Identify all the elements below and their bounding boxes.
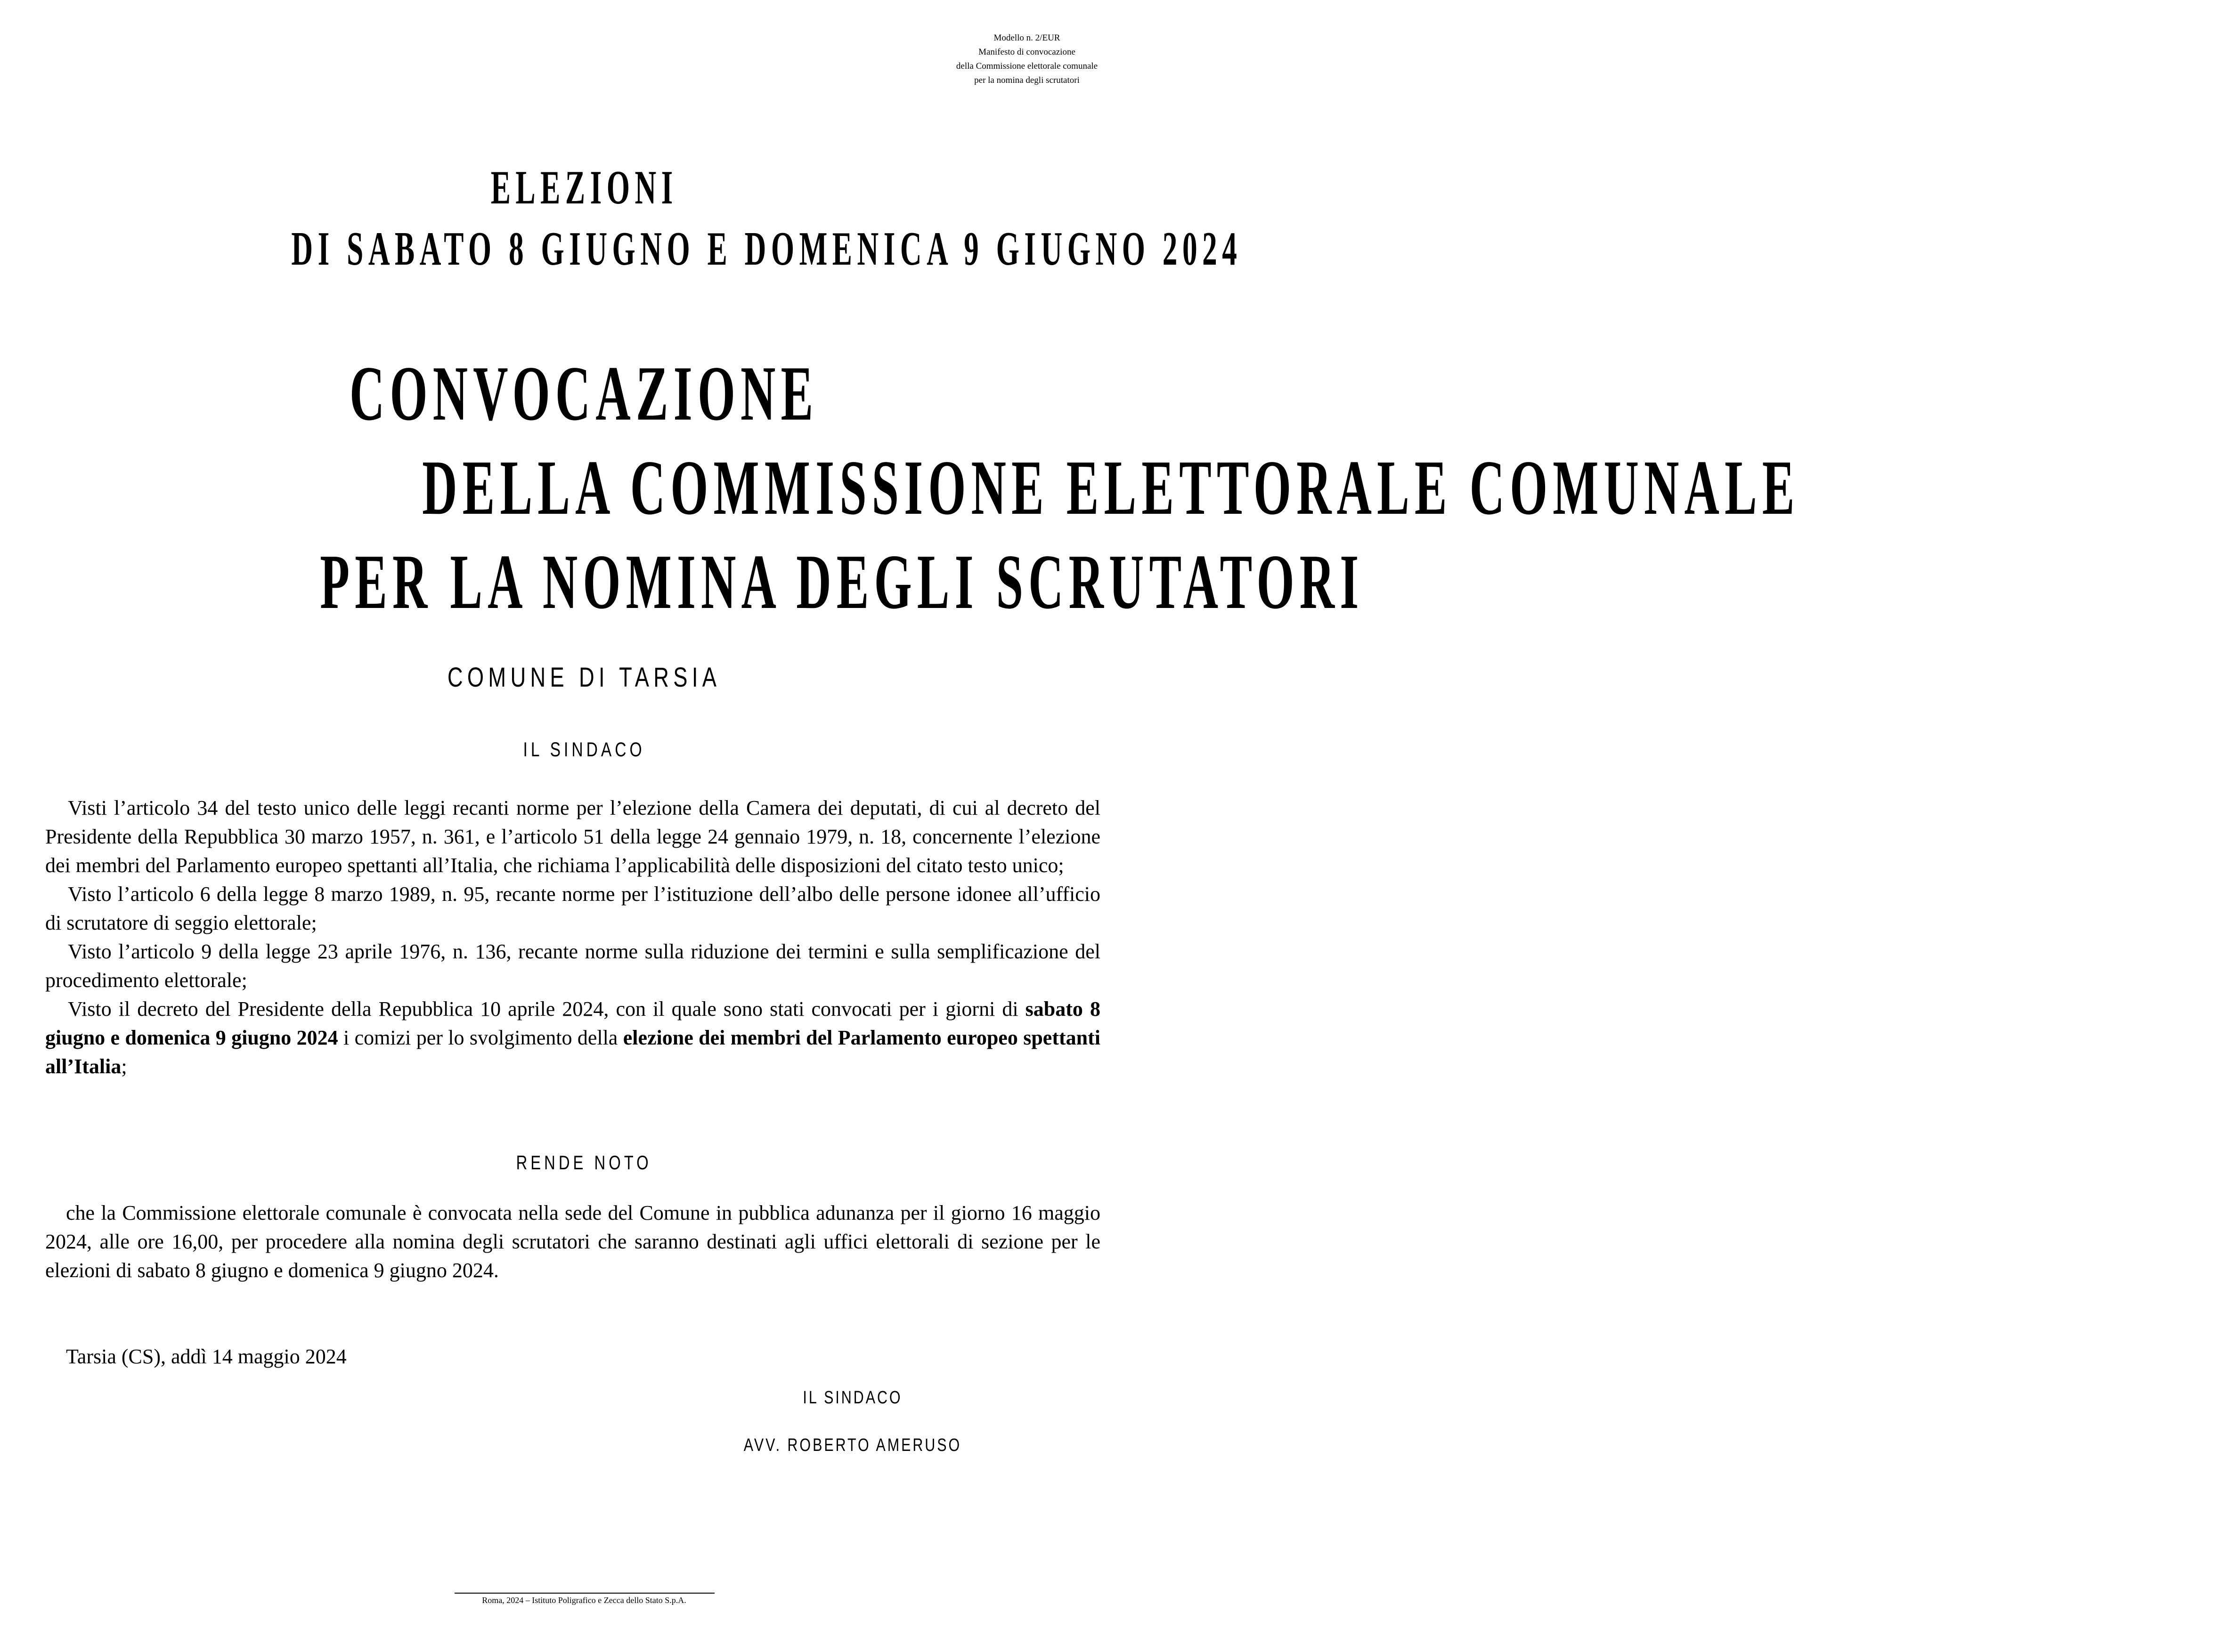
convocation-title: CONVOCAZIONE: [350, 350, 819, 437]
model-number: Modello n. 2/EUR: [993, 33, 1060, 43]
premise-4-election-dates: sabato 8 giugno e domenica 9 giugno 2024: [45, 997, 1100, 1049]
convocation-title-line-2: [0, 443, 1800, 533]
notice-heading-text: RENDE NOTO: [516, 1151, 652, 1174]
signature-name-text: AVV. ROBERTO AMERUSO: [743, 1435, 962, 1455]
premise-paragraph-4: [45, 995, 1100, 1081]
premise-paragraph-3: Visto l’articolo 9 della legge 23 aprile 1976, n. 136, recante norme sulla riduzione dei termini e sulla semplificazione del procedimento elettorale;: [45, 940, 1100, 992]
convocation-purpose: PER LA NOMINA DEGLI SCRUTATORI: [320, 538, 1364, 625]
signature-role-text: IL SINDACO: [803, 1388, 903, 1408]
premises-section: [45, 794, 1100, 1081]
election-dates-line: [0, 221, 1242, 276]
election-dates: DI SABATO 8 GIUGNO E DOMENICA 9 GIUGNO 2024: [291, 222, 1242, 275]
signature-role: [707, 1388, 999, 1408]
notice-paragraph: che la Commissione elettorale comunale è convocata nella sede del Comune in pubblica adunanza per il giorno 16 maggio 2024, alle ore 16,00, per procedere alla nomina degli scrutatori che saranno destinati agli uffici elettorali di sezione per le elezioni di sabato 8 giugno e domenica 9 giugno 2024.: [45, 1201, 1100, 1282]
footer-divider: [455, 1593, 715, 1594]
municipality-name: COMUNE DI TARSIA: [447, 662, 721, 693]
issuer-heading: [0, 738, 1168, 761]
premise-paragraph-2: Visto l’articolo 6 della legge 8 marzo 1989, n. 95, recante norme per l’istituzione dell’albo delle persone idonee all’ufficio di scrutatore di seggio elettorale;: [45, 883, 1100, 934]
premise-paragraph-1: Visti l’articolo 34 del testo unico delle leggi recanti norme per l’elezione della Camera dei deputati, di cui al decreto del Presidente della Repubblica 30 marzo 1957, n. 361, e l’articolo 51 della legge 24 gennaio 1979, n. 18, concernente l’elezione dei membri del Parlamento europeo spettanti all’Italia, che richiama l’applicabilità delle disposizioni del citato testo unico;: [45, 796, 1100, 877]
premise-4-text-c: ;: [121, 1055, 127, 1078]
place-and-date: Tarsia (CS), addì 14 maggio 2024: [66, 1345, 347, 1368]
premise-4-text-a: Visto il decreto del Presidente della Repubblica 10 aprile 2024, con il quale sono stati convocati per i giorni di: [68, 997, 1026, 1020]
convocation-title-line-1: [0, 348, 1168, 438]
election-title: ELEZIONI: [490, 161, 678, 214]
premise-4-election-type: elezione dei membri del Parlamento europeo spettanti all’Italia: [45, 1026, 1100, 1078]
premise-4-text-b: i comizi per lo svolgimento della: [338, 1026, 623, 1049]
model-description-3: per la nomina degli scrutatori: [974, 75, 1080, 85]
notice-section: [45, 1199, 1100, 1285]
issuer-title: IL SINDACO: [523, 738, 645, 761]
election-heading: [0, 160, 1168, 215]
convocation-subject: DELLA COMMISSIONE ELETTORALE COMUNALE: [422, 444, 1800, 531]
model-reference-note: [909, 31, 1145, 88]
model-description-1: Manifesto di convocazione: [978, 47, 1075, 57]
notice-heading: [0, 1151, 1168, 1174]
convocation-title-line-3: [0, 537, 1364, 627]
signature-name: [707, 1435, 999, 1456]
printer-footer: Roma, 2024 – Istituto Poligrafico e Zecca dello Stato S.p.A.: [482, 1595, 686, 1605]
model-description-2: della Commissione elettorale comunale: [956, 61, 1098, 71]
municipality-heading: [0, 662, 1168, 693]
